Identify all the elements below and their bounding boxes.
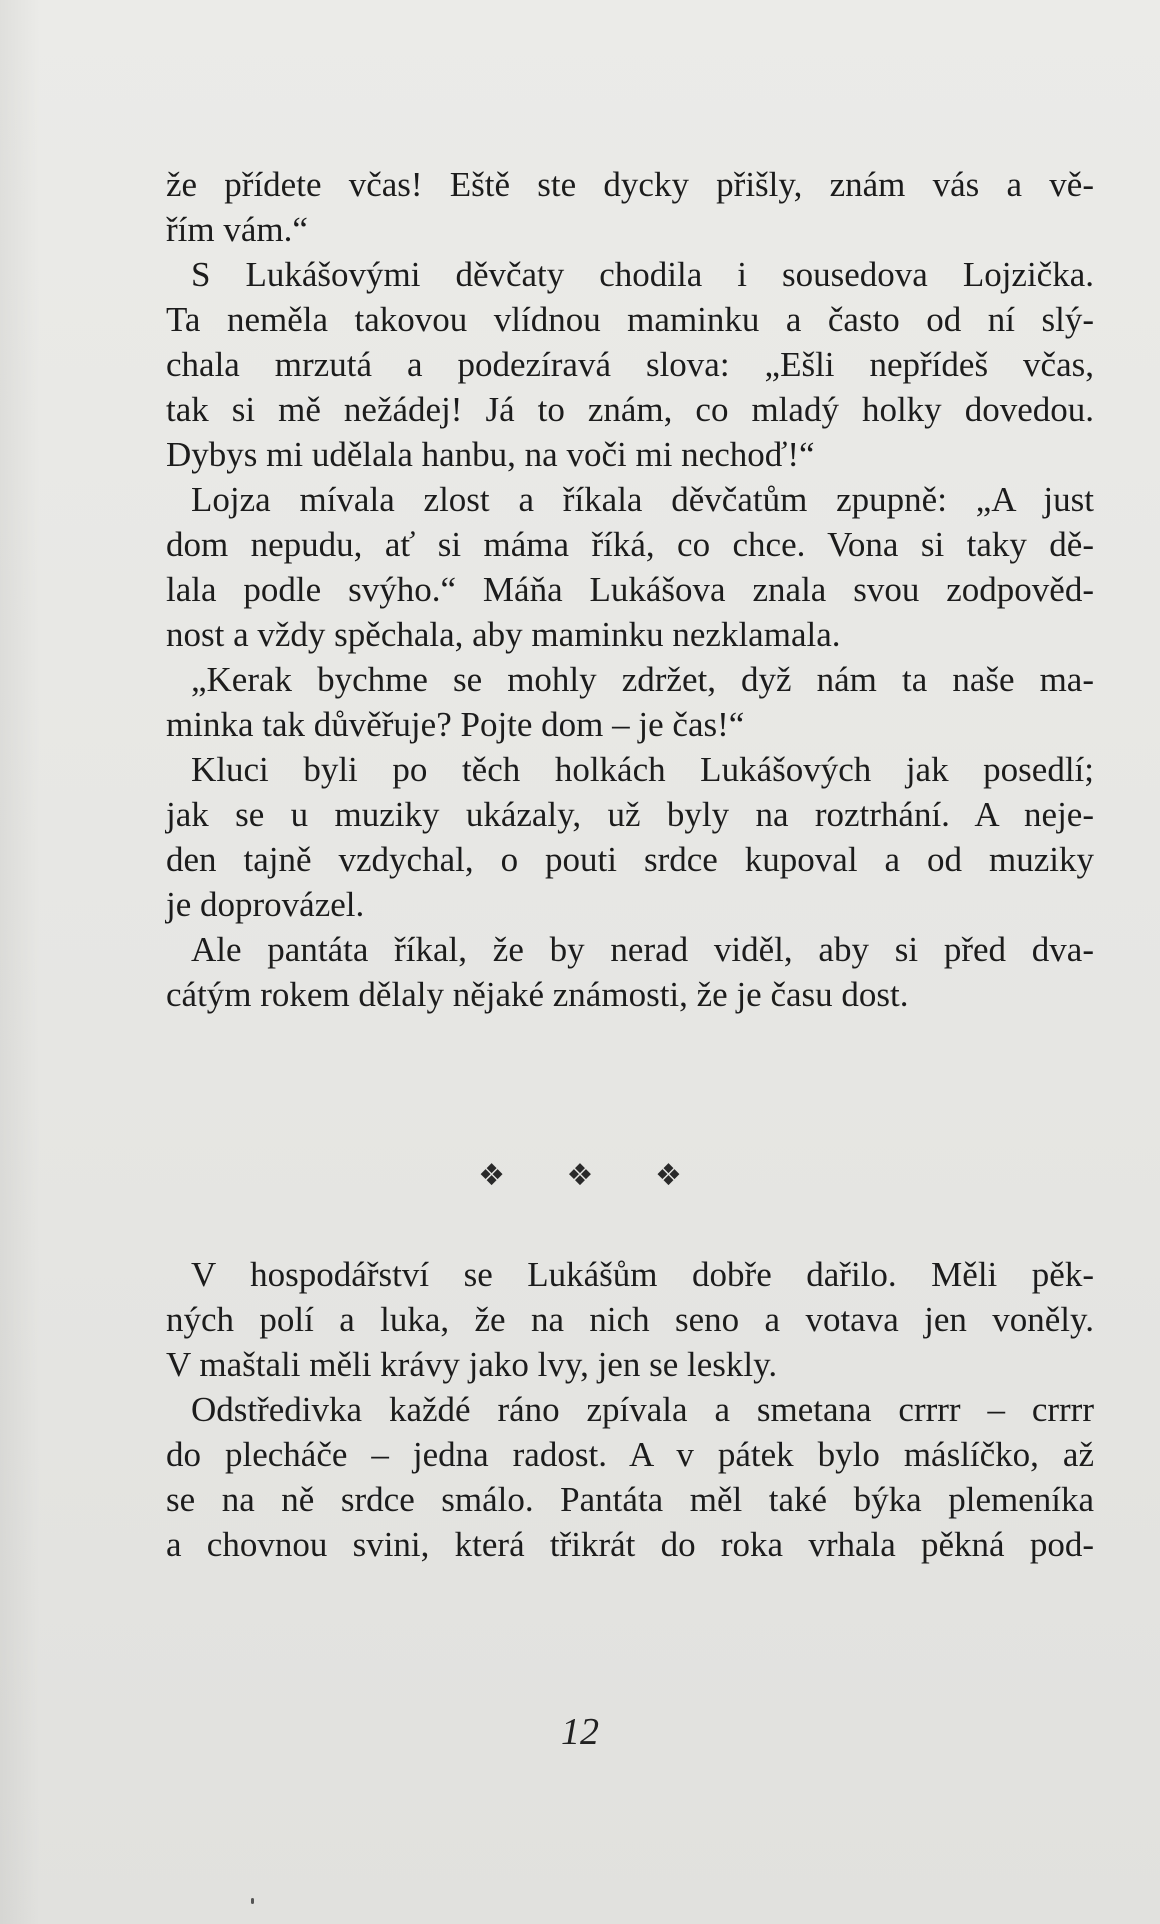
text-line: „Kerak bychme se mohly zdržet, dyž nám ta naše ma- (191, 660, 1094, 699)
text-line: jak se u muziky ukázaly, už byly na roztrhání. A neje- (166, 795, 1094, 834)
text-line: a chovnou svini, která třikrát do roka vrhala pěkná pod- (166, 1525, 1094, 1564)
text-section-2 (166, 1252, 1094, 1567)
text-line: Odstředivka každé ráno zpívala a smetana crrrr – crrrr (191, 1390, 1094, 1429)
text-line: V hospodářství se Lukášům dobře dařilo. Měli pěk- (191, 1255, 1094, 1294)
text-line: lala podle svýho.“ Máňa Lukášova znala svou zodpověd- (166, 570, 1094, 609)
text-line: chala mrzutá a podezíravá slova: „Ešli nepřídeš včas, (166, 345, 1094, 384)
text-line: V maštali měli krávy jako lvy, jen se leskly. (166, 1345, 778, 1384)
text-line: Lojza mívala zlost a říkala děvčatům zpupně: „A just (191, 480, 1094, 519)
text-line: se na ně srdce smálo. Pantáta měl také býka plemeníka (166, 1480, 1094, 1519)
text-line: řím vám.“ (166, 210, 308, 249)
text-line: Ale pantáta říkal, že by nerad viděl, aby si před dva- (191, 930, 1094, 969)
text-line: nost a vždy spěchala, aby maminku nezklamala. (166, 615, 841, 654)
text-line: den tajně vzdychal, o pouti srdce kupoval a od muziky (166, 840, 1094, 879)
text-line: je doprovázel. (166, 885, 365, 924)
text-line: Ta neměla takovou vlídnou maminku a často od ní slý- (166, 300, 1094, 339)
paper-speck (251, 1898, 254, 1904)
text-line: Dybys mi udělala hanbu, na voči mi nechoď!“ (166, 435, 815, 474)
section-divider (0, 1158, 1160, 1193)
text-line: S Lukášovými děvčaty chodila i sousedova Lojzička. (191, 255, 1094, 294)
text-line: dom nepudu, ať si máma říká, co chce. Vona si taky dě- (166, 525, 1094, 564)
diamond-ornament-icon: ❖ (566, 1158, 594, 1193)
text-line: cátým rokem dělaly nějaké známosti, že je času dost. (166, 975, 909, 1014)
page-number: 12 (561, 1711, 599, 1753)
diamond-ornament-icon: ❖ (478, 1158, 505, 1193)
diamond-ornament-icon: ❖ (655, 1158, 682, 1193)
text-line: tak si mě nežádej! Já to znám, co mladý holky dovedou. (166, 390, 1094, 429)
text-section-1 (166, 162, 1094, 1017)
text-line: Kluci byli po těch holkách Lukášových jak posedlí; (191, 750, 1094, 789)
text-line: že přídete včas! Eště ste dycky přišly, znám vás a vě- (166, 165, 1094, 204)
text-line: do plecháče – jedna radost. A v pátek bylo máslíčko, až (166, 1435, 1094, 1474)
text-line: minka tak důvěřuje? Pojte dom – je čas!“ (166, 705, 745, 744)
text-line: ných polí a luka, že na nich seno a votava jen voněly. (166, 1300, 1094, 1339)
